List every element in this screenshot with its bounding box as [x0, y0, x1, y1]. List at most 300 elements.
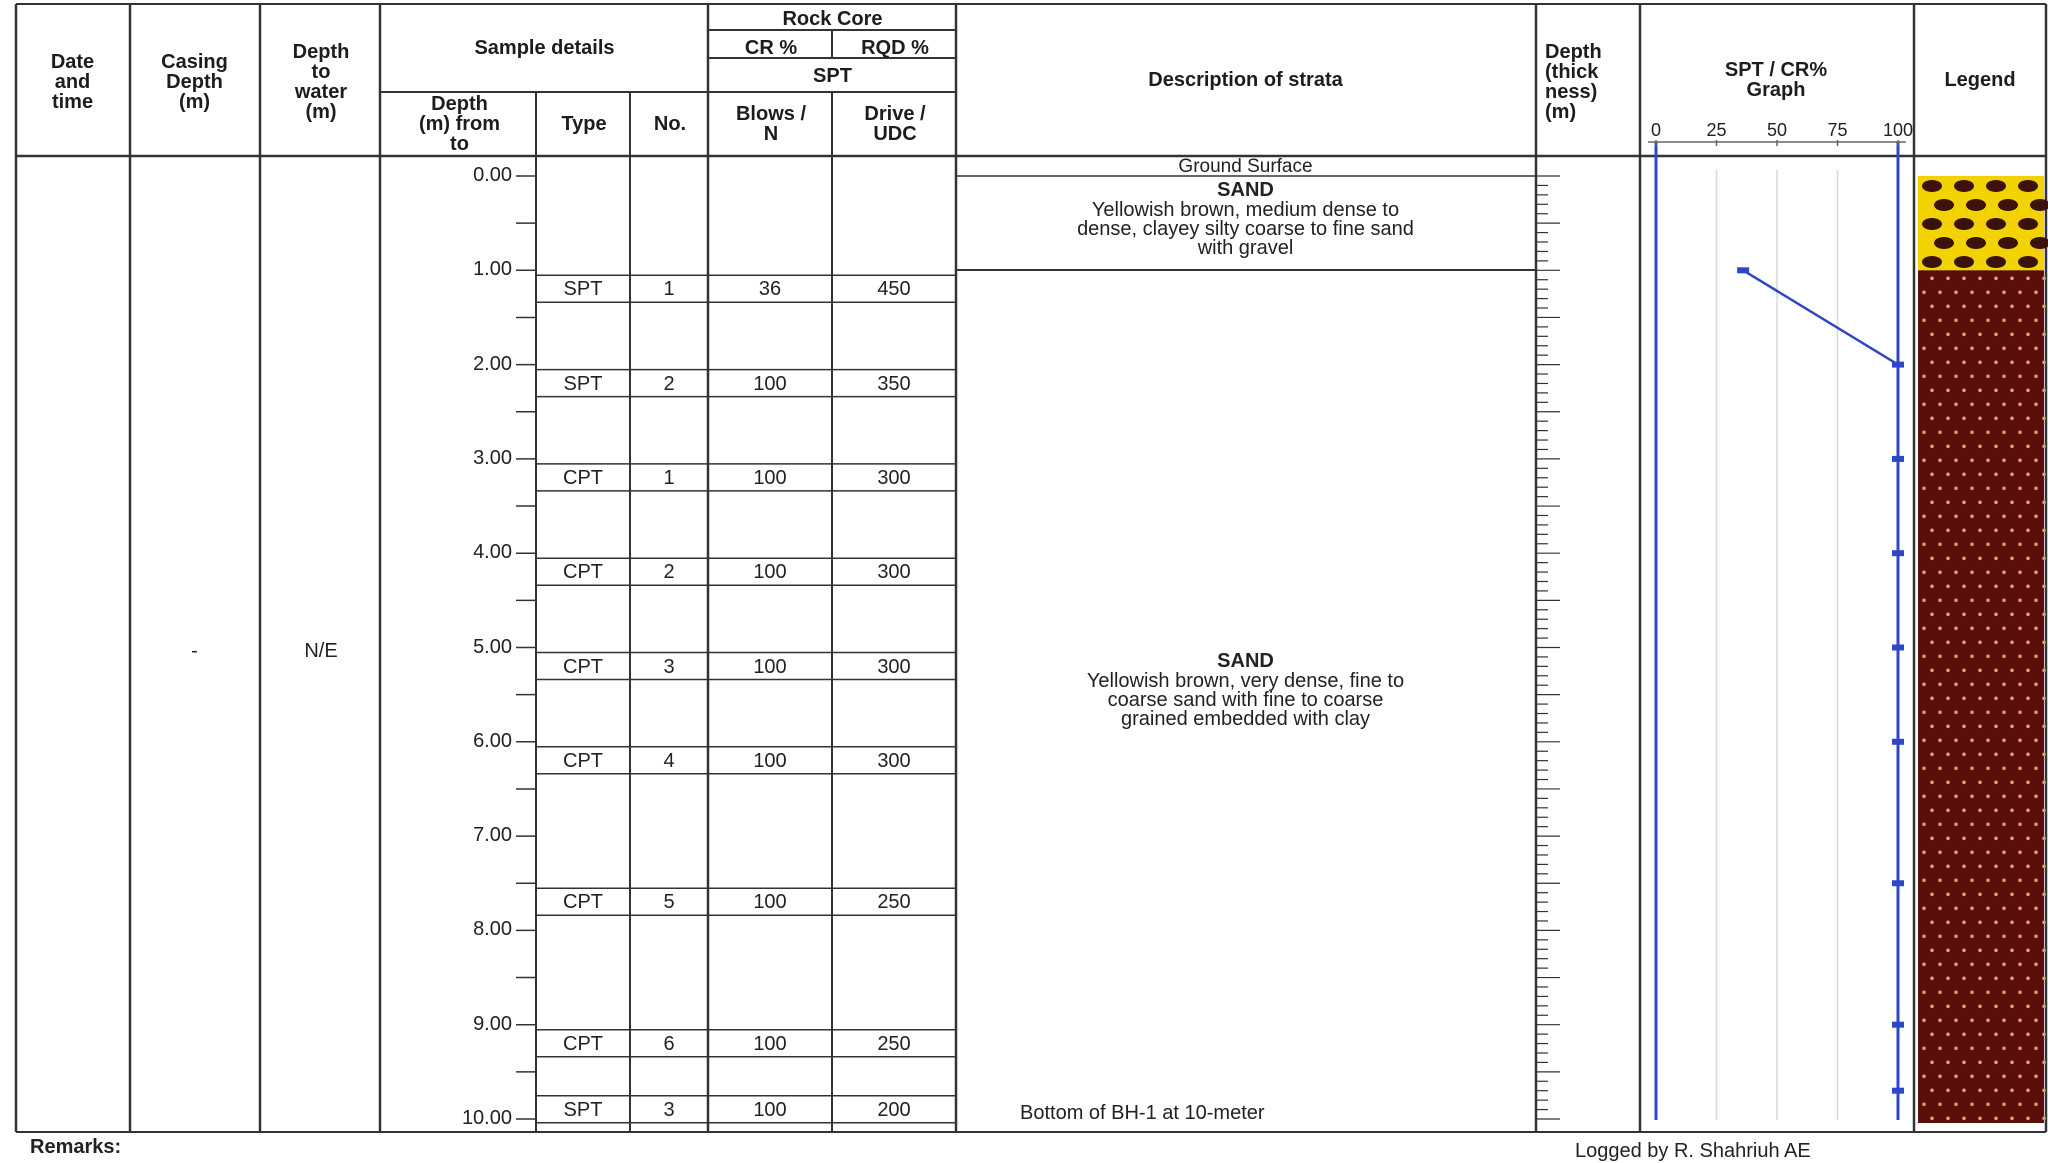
legend-sand-dot	[1978, 389, 1982, 393]
legend-sand-dot	[1930, 837, 1934, 841]
legend-sand-dot	[1970, 935, 1974, 939]
legend-gravel-pattern	[1922, 256, 1942, 268]
legend-sand-dot	[2002, 403, 2006, 407]
legend-sand-dot	[2034, 963, 2038, 967]
legend-sand-dot	[1978, 585, 1982, 589]
legend-sand-dot	[2010, 669, 2014, 673]
legend-sand-dot	[2042, 501, 2046, 505]
header-graph-title: SPT / CR% Graph	[1724, 59, 1828, 101]
legend-sand-dot	[1962, 529, 1966, 533]
legend-sand-dot	[1938, 711, 1942, 715]
legend-sand-dot	[1954, 291, 1958, 295]
legend-sand-dot	[2026, 921, 2030, 925]
legend-sand-dot	[1986, 319, 1990, 323]
legend-sand-dot	[2034, 1103, 2038, 1107]
legend-sand-dot	[2042, 1061, 2046, 1065]
legend-sand-dot	[1970, 711, 1974, 715]
legend-sand-dot	[1954, 543, 1958, 547]
legend-sand-dot	[2034, 739, 2038, 743]
legend-sand-dot	[2034, 935, 2038, 939]
legend-sand-dot	[1978, 501, 1982, 505]
legend-sand-dot	[2042, 669, 2046, 673]
legend-sand-dot	[2042, 697, 2046, 701]
legend-sand-dot	[1954, 683, 1958, 687]
legend-sand-dot	[2002, 851, 2006, 855]
legend-sand-dot	[2034, 655, 2038, 659]
legend-sand-dot	[2018, 599, 2022, 603]
legend-sand-dot	[2026, 865, 2030, 869]
legend-sand-dot	[1978, 865, 1982, 869]
legend-sand-dot	[1962, 613, 1966, 617]
legend-sand-dot	[1978, 753, 1982, 757]
legend-sand-dot	[2034, 543, 2038, 547]
legend-sand-dot	[1922, 375, 1926, 379]
spt-data-point	[1892, 362, 1904, 368]
legend-sand-dot	[1938, 487, 1942, 491]
legend-sand-dot	[1962, 865, 1966, 869]
legend-sand-dot	[2026, 529, 2030, 533]
legend-sand-dot	[2034, 907, 2038, 911]
legend-sand-dot	[1986, 403, 1990, 407]
legend-sand-dot	[1954, 739, 1958, 743]
legend-sand-dot	[2002, 795, 2006, 799]
stratum-1-title: SAND	[1217, 179, 1274, 201]
legend-sand-dot	[1994, 781, 1998, 785]
header-spt: SPT	[813, 65, 852, 87]
legend-sand-dot	[1962, 753, 1966, 757]
legend-sand-dot	[2018, 571, 2022, 575]
legend-sand-dot	[1962, 445, 1966, 449]
legend-sand-dot	[1962, 557, 1966, 561]
legend-sand-dot	[1946, 1033, 1950, 1037]
legend-sand-dot	[1938, 991, 1942, 995]
legend-sand-dot	[1986, 739, 1990, 743]
sample-drive: 300	[877, 466, 911, 489]
legend-sand-dot	[1986, 487, 1990, 491]
legend-sand-dot	[2002, 291, 2006, 295]
legend-sand-dot	[1938, 683, 1942, 687]
legend-sand-dot	[1938, 963, 1942, 967]
spt-data-point	[1892, 550, 1904, 556]
legend-sand-dot	[1978, 921, 1982, 925]
legend-sand-dot	[1946, 837, 1950, 841]
legend-sand-dot	[2026, 1117, 2030, 1121]
legend-sand-dot	[1922, 403, 1926, 407]
legend-sand-dot	[2042, 1005, 2046, 1009]
spt-data-point	[1892, 880, 1904, 886]
legend-sand-dot	[1986, 767, 1990, 771]
legend-sand-dot	[2010, 557, 2014, 561]
legend-sand-dot	[1954, 1075, 1958, 1079]
legend-sand-dot	[1954, 1103, 1958, 1107]
legend-sand-dot	[2018, 431, 2022, 435]
legend-sand-dot	[1954, 403, 1958, 407]
legend-gravel-pattern	[2018, 180, 2038, 192]
legend-sand-dot	[1930, 389, 1934, 393]
legend-sand-dot	[2034, 851, 2038, 855]
depth-mark-label: 0.00	[473, 164, 512, 186]
legend-sand-dot	[1978, 893, 1982, 897]
legend-sand-dot	[1938, 1047, 1942, 1051]
sample-type: CPT	[563, 466, 603, 489]
legend-sand-dot	[1946, 893, 1950, 897]
legend-sand-dot	[1930, 613, 1934, 617]
legend-sand-dot	[2002, 879, 2006, 883]
legend-sand-dot	[1986, 1047, 1990, 1051]
spt-data-point	[1892, 739, 1904, 745]
legend-sand-dot	[1986, 599, 1990, 603]
legend-sand-dot	[1978, 277, 1982, 281]
sample-drive: 300	[877, 655, 911, 678]
legend-sand-dot	[2034, 879, 2038, 883]
legend-sand-dot	[1986, 291, 1990, 295]
legend-sand-dot	[1954, 1019, 1958, 1023]
legend-sand-dot	[2010, 333, 2014, 337]
legend-sand-dot	[2026, 977, 2030, 981]
legend-sand-dot	[2026, 389, 2030, 393]
legend-sand-dot	[1946, 277, 1950, 281]
legend-sand-dot	[2034, 487, 2038, 491]
legend-sand-dot	[1946, 1005, 1950, 1009]
legend-sand-dot	[1954, 375, 1958, 379]
legend-sand-dot	[1938, 375, 1942, 379]
legend-sand-dot	[2002, 543, 2006, 547]
legend-sand-dot	[2026, 949, 2030, 953]
legend-sand-dot	[2018, 515, 2022, 519]
legend-sand-dot	[1946, 669, 1950, 673]
legend-sand-dot	[2026, 585, 2030, 589]
legend-sand-dot	[1978, 977, 1982, 981]
sample-drive: 300	[877, 561, 911, 584]
legend-sand-dot	[1994, 669, 1998, 673]
legend-sand-dot	[1978, 809, 1982, 813]
legend-sand-dot	[1938, 1103, 1942, 1107]
legend-sand-dot	[1994, 501, 1998, 505]
legend-sand-dot	[1978, 1061, 1982, 1065]
legend-gravel-pattern	[2018, 218, 2038, 230]
legend-sand-dot	[1922, 991, 1926, 995]
legend-sand-dot	[1978, 473, 1982, 477]
legend-sand-dot	[1922, 291, 1926, 295]
stratum-2-title: SAND	[1217, 650, 1274, 672]
legend-sand-dot	[1994, 641, 1998, 645]
legend-sand-dot	[1938, 655, 1942, 659]
legend-sand-dot	[2002, 1103, 2006, 1107]
legend-sand-dot	[1922, 347, 1926, 351]
legend-sand-dot	[1994, 417, 1998, 421]
legend-sand-dot	[1994, 473, 1998, 477]
legend-sand-dot	[2018, 795, 2022, 799]
legend-sand-dot	[1994, 753, 1998, 757]
sample-drive: 350	[877, 372, 911, 395]
legend-sand-dot	[1930, 893, 1934, 897]
legend-sand-dot	[1922, 1075, 1926, 1079]
legend-sand-dot	[2042, 641, 2046, 645]
legend-gravel-pattern	[1986, 256, 2006, 268]
legend-sand-dot	[1922, 935, 1926, 939]
legend-sand-dot	[1970, 1103, 1974, 1107]
legend-sand-dot	[1954, 599, 1958, 603]
legend-sand-dot	[2018, 403, 2022, 407]
legend-sand-dot	[1938, 767, 1942, 771]
sample-blows: 100	[753, 561, 787, 584]
header-legend: Legend	[1944, 69, 2016, 91]
legend-sand-dot	[2018, 767, 2022, 771]
legend-sand-dot	[1938, 823, 1942, 827]
header-depth-from-to: Depth (m) from to	[418, 93, 501, 155]
header-rqd-pct: RQD %	[861, 37, 929, 59]
legend-sand-dot	[2026, 557, 2030, 561]
legend-sand-dot	[1970, 739, 1974, 743]
legend-sand-dot	[2034, 515, 2038, 519]
legend-sand-dot	[2018, 851, 2022, 855]
legend-sand-dot	[1986, 963, 1990, 967]
legend-sand-dot	[1978, 1117, 1982, 1121]
legend-sand-dot	[1930, 333, 1934, 337]
legend-sand-dot	[2042, 529, 2046, 533]
legend-sand-dot	[1930, 949, 1934, 953]
legend-sand-dot	[2018, 627, 2022, 631]
legend-sand-dot	[1922, 655, 1926, 659]
legend-sand-dot	[1986, 1075, 1990, 1079]
legend-sand-dot	[2034, 599, 2038, 603]
sample-number: 4	[663, 749, 675, 772]
legend-sand-dot	[1970, 907, 1974, 911]
sample-number: 5	[663, 891, 675, 914]
legend-gravel-pattern	[1954, 180, 1974, 192]
legend-sand-dot	[2042, 753, 2046, 757]
legend-gravel-pattern	[1986, 218, 2006, 230]
legend-sand-dot	[2034, 1047, 2038, 1051]
legend-sand-dot	[2042, 725, 2046, 729]
legend-sand-dot	[2018, 683, 2022, 687]
legend-sand-dot	[1970, 767, 1974, 771]
legend-sand-dot	[1946, 977, 1950, 981]
legend-sand-dot	[1970, 627, 1974, 631]
legend-sand-dot	[2034, 767, 2038, 771]
legend-sand-dot	[1938, 935, 1942, 939]
legend-sand-dot	[2010, 445, 2014, 449]
legend-sand-dot	[2002, 739, 2006, 743]
water-depth-value: N/E	[304, 640, 338, 662]
legend-sand-dot	[2042, 837, 2046, 841]
legend-sand-dot	[2010, 809, 2014, 813]
legend-sand-dot	[1962, 389, 1966, 393]
legend-sand-dot	[1962, 417, 1966, 421]
sample-blows: 100	[753, 372, 787, 395]
legend-sand-dot	[2042, 305, 2046, 309]
legend-sand-dot	[2026, 1033, 2030, 1037]
legend-sand-dot	[1938, 571, 1942, 575]
legend-sand-dot	[1922, 431, 1926, 435]
legend-sand-dot	[2042, 333, 2046, 337]
legend-sand-dot	[1994, 1117, 1998, 1121]
legend-sand-dot	[1938, 627, 1942, 631]
legend-sand-dot	[1946, 809, 1950, 813]
legend-sand-dot	[1954, 879, 1958, 883]
legend-sand-dot	[2010, 949, 2014, 953]
legend-sand-dot	[1978, 949, 1982, 953]
legend-sand-dot	[1938, 851, 1942, 855]
legend-sand-dot	[2002, 1075, 2006, 1079]
legend-sand-dot	[2034, 711, 2038, 715]
legend-sand-dot	[1946, 389, 1950, 393]
legend-sand-dot	[2010, 473, 2014, 477]
sample-blows: 100	[753, 749, 787, 772]
legend-sand-dot	[1946, 529, 1950, 533]
legend-sand-dot	[2034, 1019, 2038, 1023]
legend-sand-dot	[1922, 795, 1926, 799]
legend-sand-dot	[1962, 1117, 1966, 1121]
legend-sand-dot	[1946, 865, 1950, 869]
legend-sand-dot	[1930, 1089, 1934, 1093]
legend-sand-dot	[2018, 375, 2022, 379]
legend-sand-dot	[1962, 697, 1966, 701]
legend-sand-dot	[1986, 515, 1990, 519]
legend-sand-dot	[2026, 473, 2030, 477]
sample-drive: 200	[877, 1098, 911, 1121]
legend-sand-dot	[2010, 1061, 2014, 1065]
depth-mark-label: 4.00	[473, 541, 512, 564]
legend-sand-dot	[1938, 291, 1942, 295]
stratum-2-description: Yellowish brown, very dense, fine to coarse sand with fine to coarse grained embedded with clay	[1086, 670, 1405, 730]
legend-sand-dot	[1930, 921, 1934, 925]
legend-sand-dot	[2018, 963, 2022, 967]
legend-gravel-pattern	[1966, 237, 1986, 249]
legend-sand-dot	[2042, 1117, 2046, 1121]
legend-sand-dot	[1978, 1033, 1982, 1037]
legend-sand-dot	[1970, 655, 1974, 659]
legend-sand-dot	[1954, 991, 1958, 995]
legend-sand-dot	[1922, 739, 1926, 743]
legend-sand-dot	[1994, 809, 1998, 813]
legend-sand-dot	[1954, 515, 1958, 519]
sample-type: CPT	[563, 655, 603, 678]
legend-sand-dot	[1962, 473, 1966, 477]
legend-sand-dot	[1986, 431, 1990, 435]
legend-sand-dot	[1986, 683, 1990, 687]
legend-sand-dot	[1986, 711, 1990, 715]
legend-sand-dot	[1986, 543, 1990, 547]
spt-series-line	[1743, 270, 1898, 1090]
legend-sand-dot	[2010, 725, 2014, 729]
logged-by-label: Logged by R. Shahriuh AE	[1575, 1140, 1811, 1162]
sample-drive: 450	[877, 278, 911, 301]
legend-sand-dot	[1946, 361, 1950, 365]
legend-sand-dot	[1986, 851, 1990, 855]
legend-gravel-pattern	[1922, 218, 1942, 230]
graph-tick-label: 0	[1650, 120, 1661, 140]
legend-sand-dot	[1938, 1019, 1942, 1023]
legend-sand-dot	[2026, 753, 2030, 757]
sample-type: SPT	[563, 278, 603, 301]
legend-sand-dot	[1970, 291, 1974, 295]
legend-sand-dot	[2010, 977, 2014, 981]
legend-sand-dot	[1930, 725, 1934, 729]
legend-sand-dot	[2010, 361, 2014, 365]
legend-sand-dot	[2002, 599, 2006, 603]
legend-sand-dot	[1954, 963, 1958, 967]
legend-sand-dot	[2042, 949, 2046, 953]
legend-sand-dot	[1930, 865, 1934, 869]
legend-sand-dot	[2010, 1117, 2014, 1121]
legend-sand-dot	[2010, 389, 2014, 393]
legend-sand-dot	[1930, 473, 1934, 477]
legend-sand-dot	[1994, 837, 1998, 841]
header-sample-details: Sample details	[474, 37, 615, 59]
depth-mark-label: 7.00	[473, 824, 512, 847]
legend-sand-dot	[2042, 473, 2046, 477]
legend-sand-dot	[1978, 1089, 1982, 1093]
legend-sand-dot	[2002, 991, 2006, 995]
legend-sand-dot	[1994, 389, 1998, 393]
legend-sand-dot	[1930, 1061, 1934, 1065]
depth-mark-label: 8.00	[473, 918, 512, 941]
legend-sand-dot	[2010, 501, 2014, 505]
legend-sand-dot	[2026, 893, 2030, 897]
legend-sand-dot	[1970, 879, 1974, 883]
legend-sand-dot	[1970, 347, 1974, 351]
legend-sand-dot	[2042, 613, 2046, 617]
sample-type: CPT	[563, 749, 603, 772]
legend-sand-dot	[1970, 319, 1974, 323]
legend-sand-dot	[2018, 347, 2022, 351]
legend-sand-dot	[1994, 697, 1998, 701]
legend-sand-dot	[1930, 753, 1934, 757]
legend-sand-dot	[1954, 571, 1958, 575]
legend-sand-dot	[2010, 277, 2014, 281]
legend-sand-dot	[1994, 333, 1998, 337]
legend-sand-dot	[1962, 1033, 1966, 1037]
legend-sand-dot	[1922, 851, 1926, 855]
legend-sand-dot	[2002, 571, 2006, 575]
legend-sand-dot	[1962, 977, 1966, 981]
legend-gravel-pattern	[1966, 199, 1986, 211]
legend-sand-dot	[2042, 417, 2046, 421]
legend-sand-dot	[2010, 613, 2014, 617]
legend-sand-dot	[1922, 1047, 1926, 1051]
legend-sand-dot	[1962, 1061, 1966, 1065]
legend-sand-dot	[1978, 529, 1982, 533]
spt-data-point	[1892, 456, 1904, 462]
legend-sand-dot	[1994, 529, 1998, 533]
legend-sand-dot	[1986, 991, 1990, 995]
legend-sand-dot	[1938, 319, 1942, 323]
legend-sand-dot	[1986, 935, 1990, 939]
legend-sand-dot	[2026, 277, 2030, 281]
legend-sand-dot	[1946, 585, 1950, 589]
legend-sand-dot	[2026, 725, 2030, 729]
legend-sand-dot	[1946, 753, 1950, 757]
depth-mark-label: 5.00	[473, 635, 512, 658]
legend-sand-dot	[1978, 557, 1982, 561]
legend-sand-dot	[1930, 445, 1934, 449]
legend-sand-dot	[2018, 459, 2022, 463]
legend-sand-dot	[2002, 907, 2006, 911]
legend-sand-dot	[2034, 347, 2038, 351]
legend-sand-dot	[1994, 613, 1998, 617]
legend-sand-dot	[2026, 613, 2030, 617]
legend-sand-dot	[1994, 1089, 1998, 1093]
header-date-time: Date and time	[50, 51, 95, 113]
header-casing-depth: Casing Depth (m)	[161, 51, 228, 113]
legend-sand-dot	[1978, 725, 1982, 729]
legend-sand-dot	[1962, 641, 1966, 645]
legend-sand-dot	[1946, 333, 1950, 337]
legend-sand-dot	[1994, 305, 1998, 309]
legend-sand-dot	[1922, 627, 1926, 631]
legend-sand-dot	[1922, 1019, 1926, 1023]
